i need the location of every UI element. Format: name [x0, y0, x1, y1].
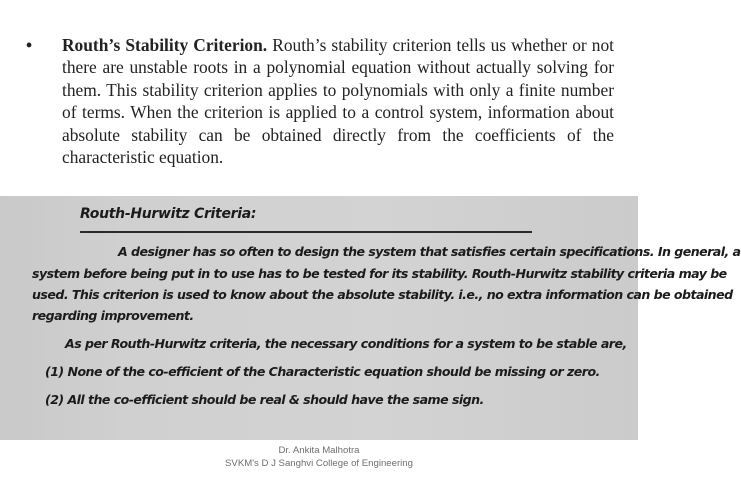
heading-underline — [80, 231, 532, 233]
scan-line: regarding improvement. — [32, 308, 194, 323]
bullet-body: Routh’s stability criterion tells us whether or not there are unstable roots in a polynomial equation without actually solving for them. This stability criterion applies to polynomials with only a finite number of terms. When the criterion is applied to a control system, information about absolute stability can be obtained directly from the coefficients of the characteristic equation. — [62, 35, 614, 168]
scan-line: system before being put in to use has to be tested for its stability. Routh-Hurwitz stability criteria may be — [32, 266, 727, 281]
footer-author: Dr. Ankita Malhotra — [278, 445, 360, 456]
footer-institution: SVKM's D J Sanghvi College of Engineering — [225, 458, 413, 469]
scan-line: used. This criterion is used to know about the absolute stability. i.e., no extra information can be obtained — [32, 287, 733, 302]
scan-heading: Routh-Hurwitz Criteria: — [80, 206, 257, 222]
condition-2: (2) All the co-efficient should be real & should have the same sign. — [45, 392, 484, 407]
condition-1: (1) None of the co-efficient of the Characteristic equation should be missing or zero. — [45, 364, 600, 379]
scan-line: A designer has so often to design the system that satisfies certain specifications. In general, a — [118, 244, 741, 259]
scanned-excerpt — [0, 196, 741, 440]
scan-line: As per Routh-Hurwitz criteria, the necessary conditions for a system to be stable are, — [65, 336, 627, 351]
bullet-text — [62, 34, 614, 168]
bullet-symbol: • — [26, 35, 33, 55]
bullet-lead: Routh’s Stability Criterion. — [62, 35, 268, 55]
bullet-paragraph — [26, 34, 614, 168]
